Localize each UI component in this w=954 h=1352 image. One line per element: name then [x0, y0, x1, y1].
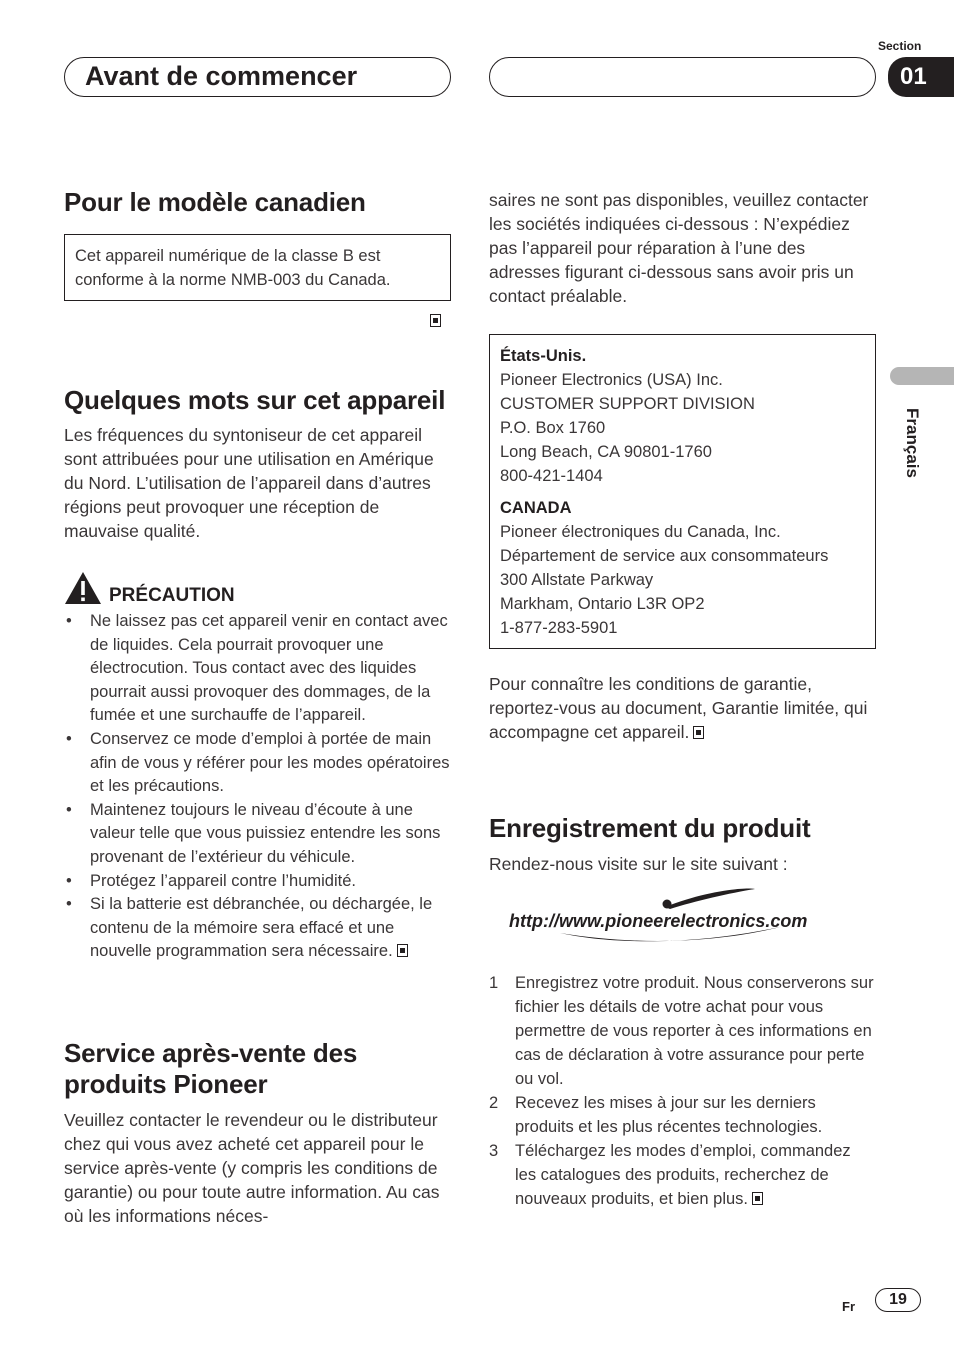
heading-service-line1: Service après-vente des [64, 1038, 358, 1068]
registration-step [489, 1091, 876, 1139]
footer-lang-code: Fr [842, 1299, 855, 1314]
service-paragraph-continued: saires ne sont pas disponibles, veuillez contacter les sociétés indiquées ci-dessous : N’expédiez pas l’appareil pour réparation à l’une des adresses figurant ci-dessous sans avoir pris un contact préalable. [489, 190, 869, 306]
about-unit-paragraph: Les fréquences du syntoniseur de cet appareil sont attribuées pour une utilisation en Amérique du Nord. L’utilisation de l’appareil dans d’autres régions peut provoquer une réception de mauvaise qualité. [64, 425, 434, 541]
caution-item: • Protégez l’appareil contre l’humidité. [64, 870, 454, 894]
heading-registration: Enregistrement du produit [489, 813, 811, 843]
registration-steps [489, 971, 876, 1211]
canadian-compliance-line1: Cet appareil numérique de la classe B est [75, 247, 381, 265]
address-canada-line: 300 Allstate Parkway [500, 571, 654, 589]
caution-header [64, 571, 451, 607]
address-canada-label: CANADA [500, 499, 572, 517]
header-title-pill [64, 57, 451, 97]
address-box [489, 334, 876, 649]
caution-item [64, 893, 454, 964]
canadian-compliance-line2: conforme à la norme NMB-003 du Canada. [75, 271, 391, 289]
end-mark-icon [397, 944, 408, 957]
service-paragraph: Veuillez contacter le revendeur ou le distributeur chez qui vous avez acheté cet appareil pour le service après-vente (y compris les conditions de garantie) ou pour toute autre information. Au cas où les informations néces- [64, 1110, 440, 1226]
warranty-paragraph [489, 672, 876, 744]
step-text: Recevez les mises à jour sur les derniers produits et les plus récentes technologies. [515, 1094, 823, 1136]
warranty-text: Pour connaître les conditions de garantie, reportez-vous au document, Garantie limitée, qui accompagne cet appareil. [489, 674, 868, 742]
caution-item-text: Si la batterie est débranchée, ou déchargée, le contenu de la mémoire sera effacé et une nouvelle programmation sera nécessaire. [90, 895, 433, 961]
step-number: 1 [489, 974, 499, 992]
registration-intro: Rendez-nous visite sur le site suivant : [489, 854, 788, 874]
caution-list [64, 610, 454, 964]
address-usa-line: Long Beach, CA 90801-1760 [500, 443, 712, 461]
canadian-compliance-box [64, 234, 451, 301]
address-canada-line: Markham, Ontario L3R OP2 [500, 595, 705, 613]
heading-about-unit: Quelques mots sur cet appareil [64, 385, 446, 415]
heading-canadian-model: Pour le modèle canadien [64, 187, 366, 217]
address-usa-line: P.O. Box 1760 [500, 419, 606, 437]
pioneer-url-link[interactable]: http://www.pioneerelectronics.com [509, 911, 808, 931]
address-usa-line: Pioneer Electronics (USA) Inc. [500, 371, 723, 389]
step-number: 2 [489, 1094, 499, 1112]
end-mark-icon [430, 314, 441, 327]
end-mark-icon [693, 726, 704, 739]
step-text: Enregistrez votre produit. Nous conserverons sur fichier les détails de votre achat pour vous permettre de vous reporter à ces informations en cas de déclaration à votre assurance pour perte ou vol. [515, 974, 874, 1088]
language-tab-marker [890, 367, 954, 385]
caution-item: • Maintenez toujours le niveau d’écoute à une valeur telle que vous puissiez entendre les sons provenant de l’extérieur du véhicule. [64, 799, 454, 870]
step-text: Téléchargez les modes d’emploi, commandez les catalogues des produits, recherchez de nouveaux produits, et bien plus. [515, 1142, 851, 1208]
caution-title: PRÉCAUTION [109, 585, 235, 606]
address-usa-line: CUSTOMER SUPPORT DIVISION [500, 395, 755, 413]
section-number-badge: 01 [888, 57, 954, 97]
registration-step [489, 971, 876, 1091]
page-number: 19 [875, 1288, 921, 1312]
address-usa-label: États-Unis. [500, 347, 587, 365]
language-tab-label: Français [903, 408, 922, 478]
language-tab [890, 398, 934, 488]
address-canada-line: Département de service aux consommateurs [500, 547, 829, 565]
page-title: Avant de commencer [85, 61, 358, 91]
header-blank-pill [489, 57, 876, 97]
step-number: 3 [489, 1142, 499, 1160]
end-mark-icon [752, 1192, 763, 1205]
caution-item: • Ne laissez pas cet appareil venir en contact avec de liquides. Cela pourrait provoquer une électrocution. Tous contact avec des liquides pourrait aussi provoquer des dommages, de la fumée et une surchauffe de l’appareil. [64, 610, 454, 728]
heading-service-line2: produits Pioneer [64, 1069, 268, 1099]
address-canada-line: Pioneer électroniques du Canada, Inc. [500, 523, 781, 541]
warning-triangle-icon [64, 571, 102, 605]
section-label: Section [878, 39, 922, 53]
caution-item: • Conservez ce mode d’emploi à portée de main afin de vous y référer pour les modes opératoires et les précautions. [64, 728, 454, 799]
address-usa-phone: 800-421-1404 [500, 467, 603, 485]
heading-service [64, 1038, 451, 1100]
registration-step [489, 1139, 876, 1211]
address-canada-phone: 1-877-283-5901 [500, 619, 618, 637]
